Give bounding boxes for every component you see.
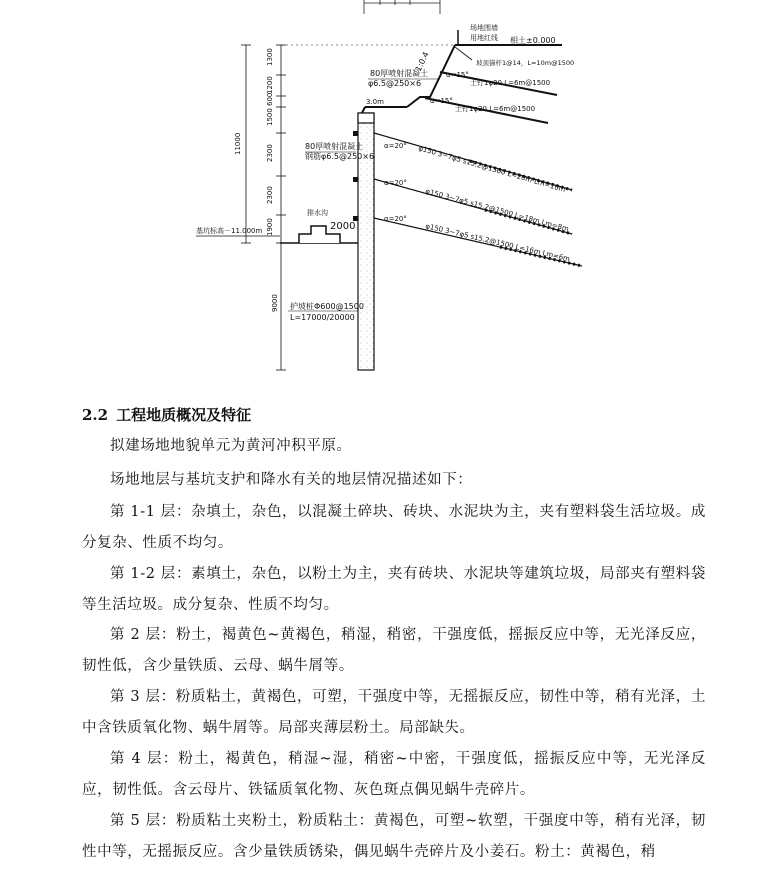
- paragraph-layer-1-2: 第 1-2 层：素填土，杂色，以粉土为主，夹有砖块、水泥块等建筑垃圾，局部夹有塑料袋等生活垃圾。成分复杂、性质不均匀。: [82, 566, 706, 613]
- ground-elevation-label: 相土±0.000: [510, 36, 556, 45]
- anchor-3-spec: φ150 3~7φ5 s15.2@1500 L=16m Lm=6m: [424, 222, 571, 264]
- soil-nail-1-angle: α=15°: [446, 71, 469, 79]
- section-heading: [82, 404, 251, 425]
- dimension-labels: [234, 48, 279, 312]
- paragraph-layer-2: 第 2 层：粉土，褐黄色~黄褐色，稍湿，稍密，干强度低，摇振反应中等，无光泽反应，韧性低，含少量铁质、云母、蜗牛屑等。: [82, 627, 706, 674]
- base-elevation: 基坑标高－11.000m: [196, 227, 263, 235]
- anchor-2-spec: φ150 3~7φ5 s15.2@1500 L=18m Lm=8m: [424, 187, 570, 234]
- dim-6: 2300: [266, 186, 274, 204]
- dim-pile: 9000: [271, 294, 279, 312]
- pile-length: L=17000/20000: [290, 313, 355, 322]
- paragraph-layer-4: 第 4 层：粉土，褐黄色，稍湿~湿，稍密~中密，干强度低，摇振反应中等，无光泽反应，韧性低。含云母片、铁锰质氧化物、灰色斑点偶见蜗牛壳碎片。: [82, 751, 706, 798]
- dim-4: 1500: [266, 108, 274, 126]
- dim-total: 11000: [234, 132, 242, 155]
- dim-3: 600: [266, 92, 274, 106]
- section-number: 2.2: [82, 406, 109, 424]
- soil-nail-1-spec: 土钉1φ20 L=6m@1500: [470, 79, 551, 87]
- crown-beam: [358, 113, 374, 123]
- anchor-1-angle: α=20°: [384, 142, 407, 150]
- paragraph-layer-5: 第 5 层：粉质粘土夹粉土，粉质粘土：黄褐色，可塑~软塑，干强度中等，稍有光泽，韧性中等，无摇振反应。含少量铁质锈染，偶见蜗牛壳碎片及小姜石。粉土：黄褐色，稍: [82, 813, 706, 860]
- mesh-mid-label: 钢筋φ6.5@250×6: [305, 152, 375, 161]
- dim-1: 1300: [266, 48, 274, 66]
- dim-7: 1900: [266, 218, 274, 236]
- dim-2: 1200: [266, 76, 274, 94]
- soil-nail-2-angle: α=15°: [430, 97, 453, 105]
- shotcrete-top-label: 80厚喷射混凝土: [370, 69, 429, 78]
- drain-label: 排水沟: [307, 209, 328, 217]
- top-anchor-line: [455, 47, 472, 60]
- mesh-top-label: φ6.5@250×6: [368, 79, 422, 88]
- paragraph-2: 场地地层与基坑支护和降水有关的地层情况描述如下：: [110, 472, 473, 488]
- anchor-2-angle: α=20°: [384, 179, 407, 187]
- pile-spec: 护坡桩Φ600@1500: [290, 302, 364, 311]
- offset-dim: 2000: [330, 221, 356, 232]
- anchor-lines: [374, 133, 582, 266]
- slope-ratio: 1:0.4: [413, 50, 431, 73]
- wall-label: 场地围墙: [470, 24, 498, 32]
- retaining-wall-section-drawing: [0, 0, 783, 390]
- shotcrete-mid-label: 80厚喷射混凝土: [305, 142, 364, 151]
- soil-nail-2-spec: 土钉1φ20 L=6m@1500: [455, 105, 536, 113]
- anchor-1-spec: φ150 3~7φ5 s15.2@1500 L=20m Lm=10m: [417, 144, 567, 194]
- red-line-label: 用地红线: [470, 34, 498, 42]
- dim-5: 2300: [266, 144, 274, 162]
- berm-width: 3.0m: [366, 98, 384, 106]
- title-block-stub: [364, 0, 440, 14]
- paragraph-layer-1-1: 第 1-1 层：杂填土，杂色，以混凝土碎块、砖块、水泥块为主，夹有塑料袋生活垃圾。成分复杂、性质不均匀。: [82, 504, 706, 551]
- paragraph-1: 拟建场地地貌单元为黄河冲积平原。: [110, 438, 352, 454]
- paragraph-layer-3: 第 3 层：粉质粘土，黄褐色，可塑，干强度中等，无摇振反应，韧性中等，稍有光泽，土中含铁质氧化物、蜗牛屑等。局部夹薄层粉土。局部缺失。: [82, 689, 706, 736]
- top-anchor-label: 坡顶锚杆1@14，L=10m@1500: [476, 59, 575, 67]
- section-title: 工程地质概况及特征: [116, 406, 252, 424]
- anchor-3-angle: α=20°: [384, 215, 407, 223]
